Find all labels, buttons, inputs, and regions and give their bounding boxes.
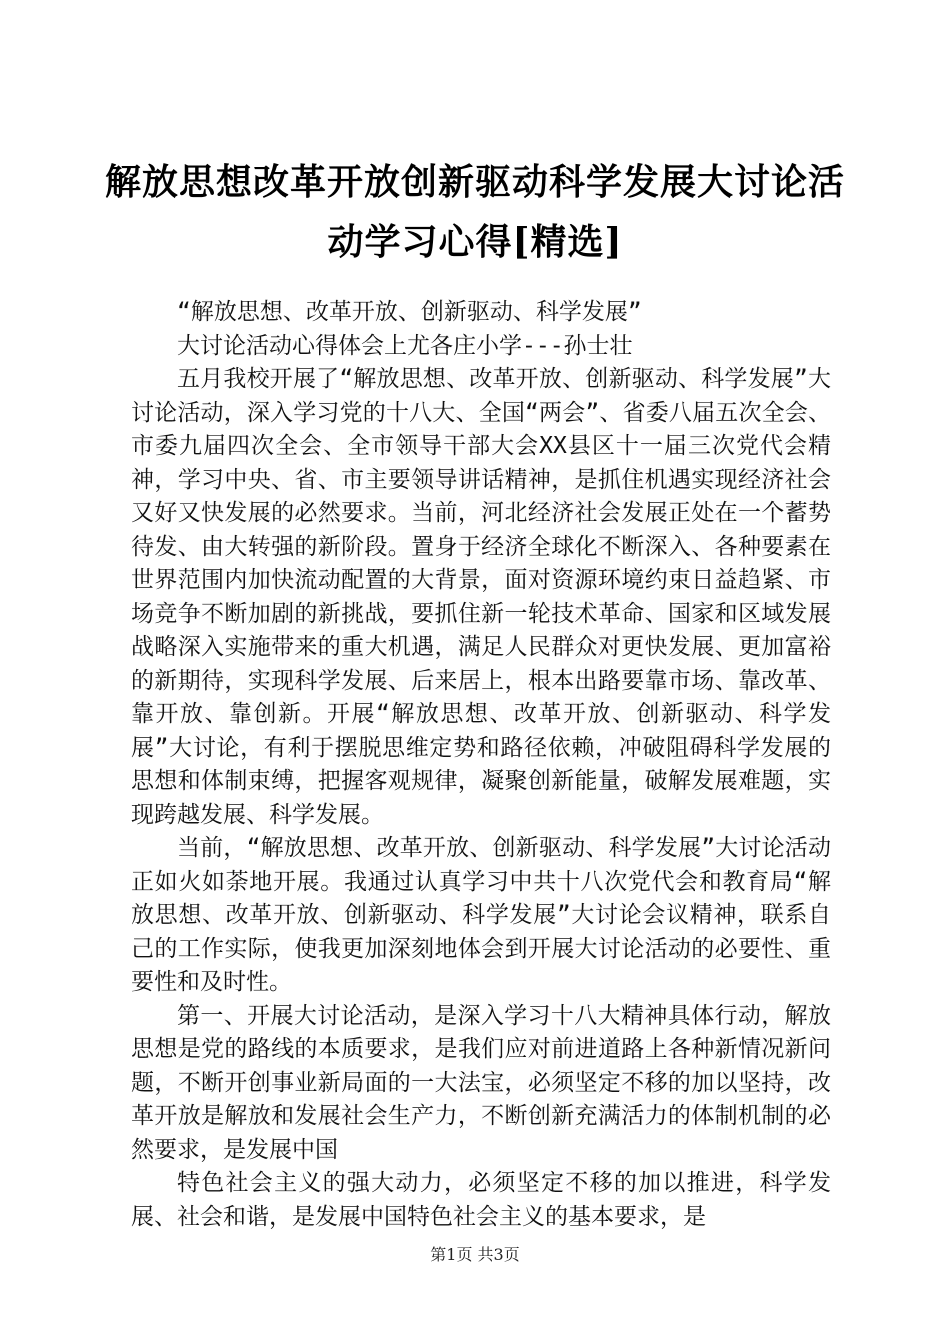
paragraph: “解放思想、改革开放、创新驱动、科学发展” — [177, 299, 642, 325]
paragraph: 五月我校开展了“解放思想、改革开放、创新驱动、科学发展”大讨论活动，深入学习党的十八大、全国“两会”、省委八届五次全会、市委九届四次全会、全市领导干部大会XX县区十一届三次党代会精神，学习中央、省、市主要领导讲话精神，是抓住机遇实现经济社会又好又快发展的必然要求。当前，河北经济社会发展正处在一个蓄势待发、由大转强的新阶段。置身于经济全球化不断深入、各种要素在世界范围内加快流动配置的大背景，面对资源环境约束日益趋紧、市场竞争不断加剧的新挑战，要抓住新一轮技术革命、国家和区域发展战略深入实施带来的重大机遇，满足人民群众对更快发展、更加富裕的新期待，实现科学发展、后来居上，根本出路要靠市场、靠改革、靠开放、靠创新。开展“解放思想、改革开放、创新驱动、科学发展”大讨论，有利于摆脱思维定势和路径依赖，冲破阻碍科学发展的思想和体制束缚，把握客观规律，凝聚创新能量，破解发展难题，实现跨越发展、科学发展。 — [131, 366, 831, 828]
paragraph: 当前，“解放思想、改革开放、创新驱动、科学发展”大讨论活动正如火如荼地开展。我通过认真学习中共十八次党代会和教育局“解放思想、改革开放、创新驱动、科学发展”大讨论会议精神，联系自己的工作实际，使我更加深刻地体会到开展大讨论活动的必要性、重要性和及时性。 — [131, 835, 831, 995]
document-title-line-1: 解放思想改革开放创新驱动科学发展大讨论活 — [104, 161, 845, 203]
paragraph: 第一、开展大讨论活动，是深入学习十八大精神具体行动，解放思想是党的路线的本质要求，是我们应对前进道路上各种新情况新问题，不断开创事业新局面的一大法宝，必须坚定不移的加以坚持，改革开放是解放和发展社会生产力，不断创新充满活力的体制机制的必然要求，是发展中国 — [131, 1002, 831, 1163]
paragraph: 特色社会主义的强大动力，必须坚定不移的加以推进，科学发展、社会和谐，是发展中国特色社会主义的基本要求，是 — [131, 1170, 831, 1230]
paragraph: 大讨论活动心得体会上尤各庄小学---孙士壮 — [177, 332, 633, 359]
page-number-footer: 第1页 共3页 — [430, 1245, 520, 1264]
document-title-line-2: 动学习心得[精选] — [327, 221, 623, 263]
document-body — [131, 296, 831, 1234]
